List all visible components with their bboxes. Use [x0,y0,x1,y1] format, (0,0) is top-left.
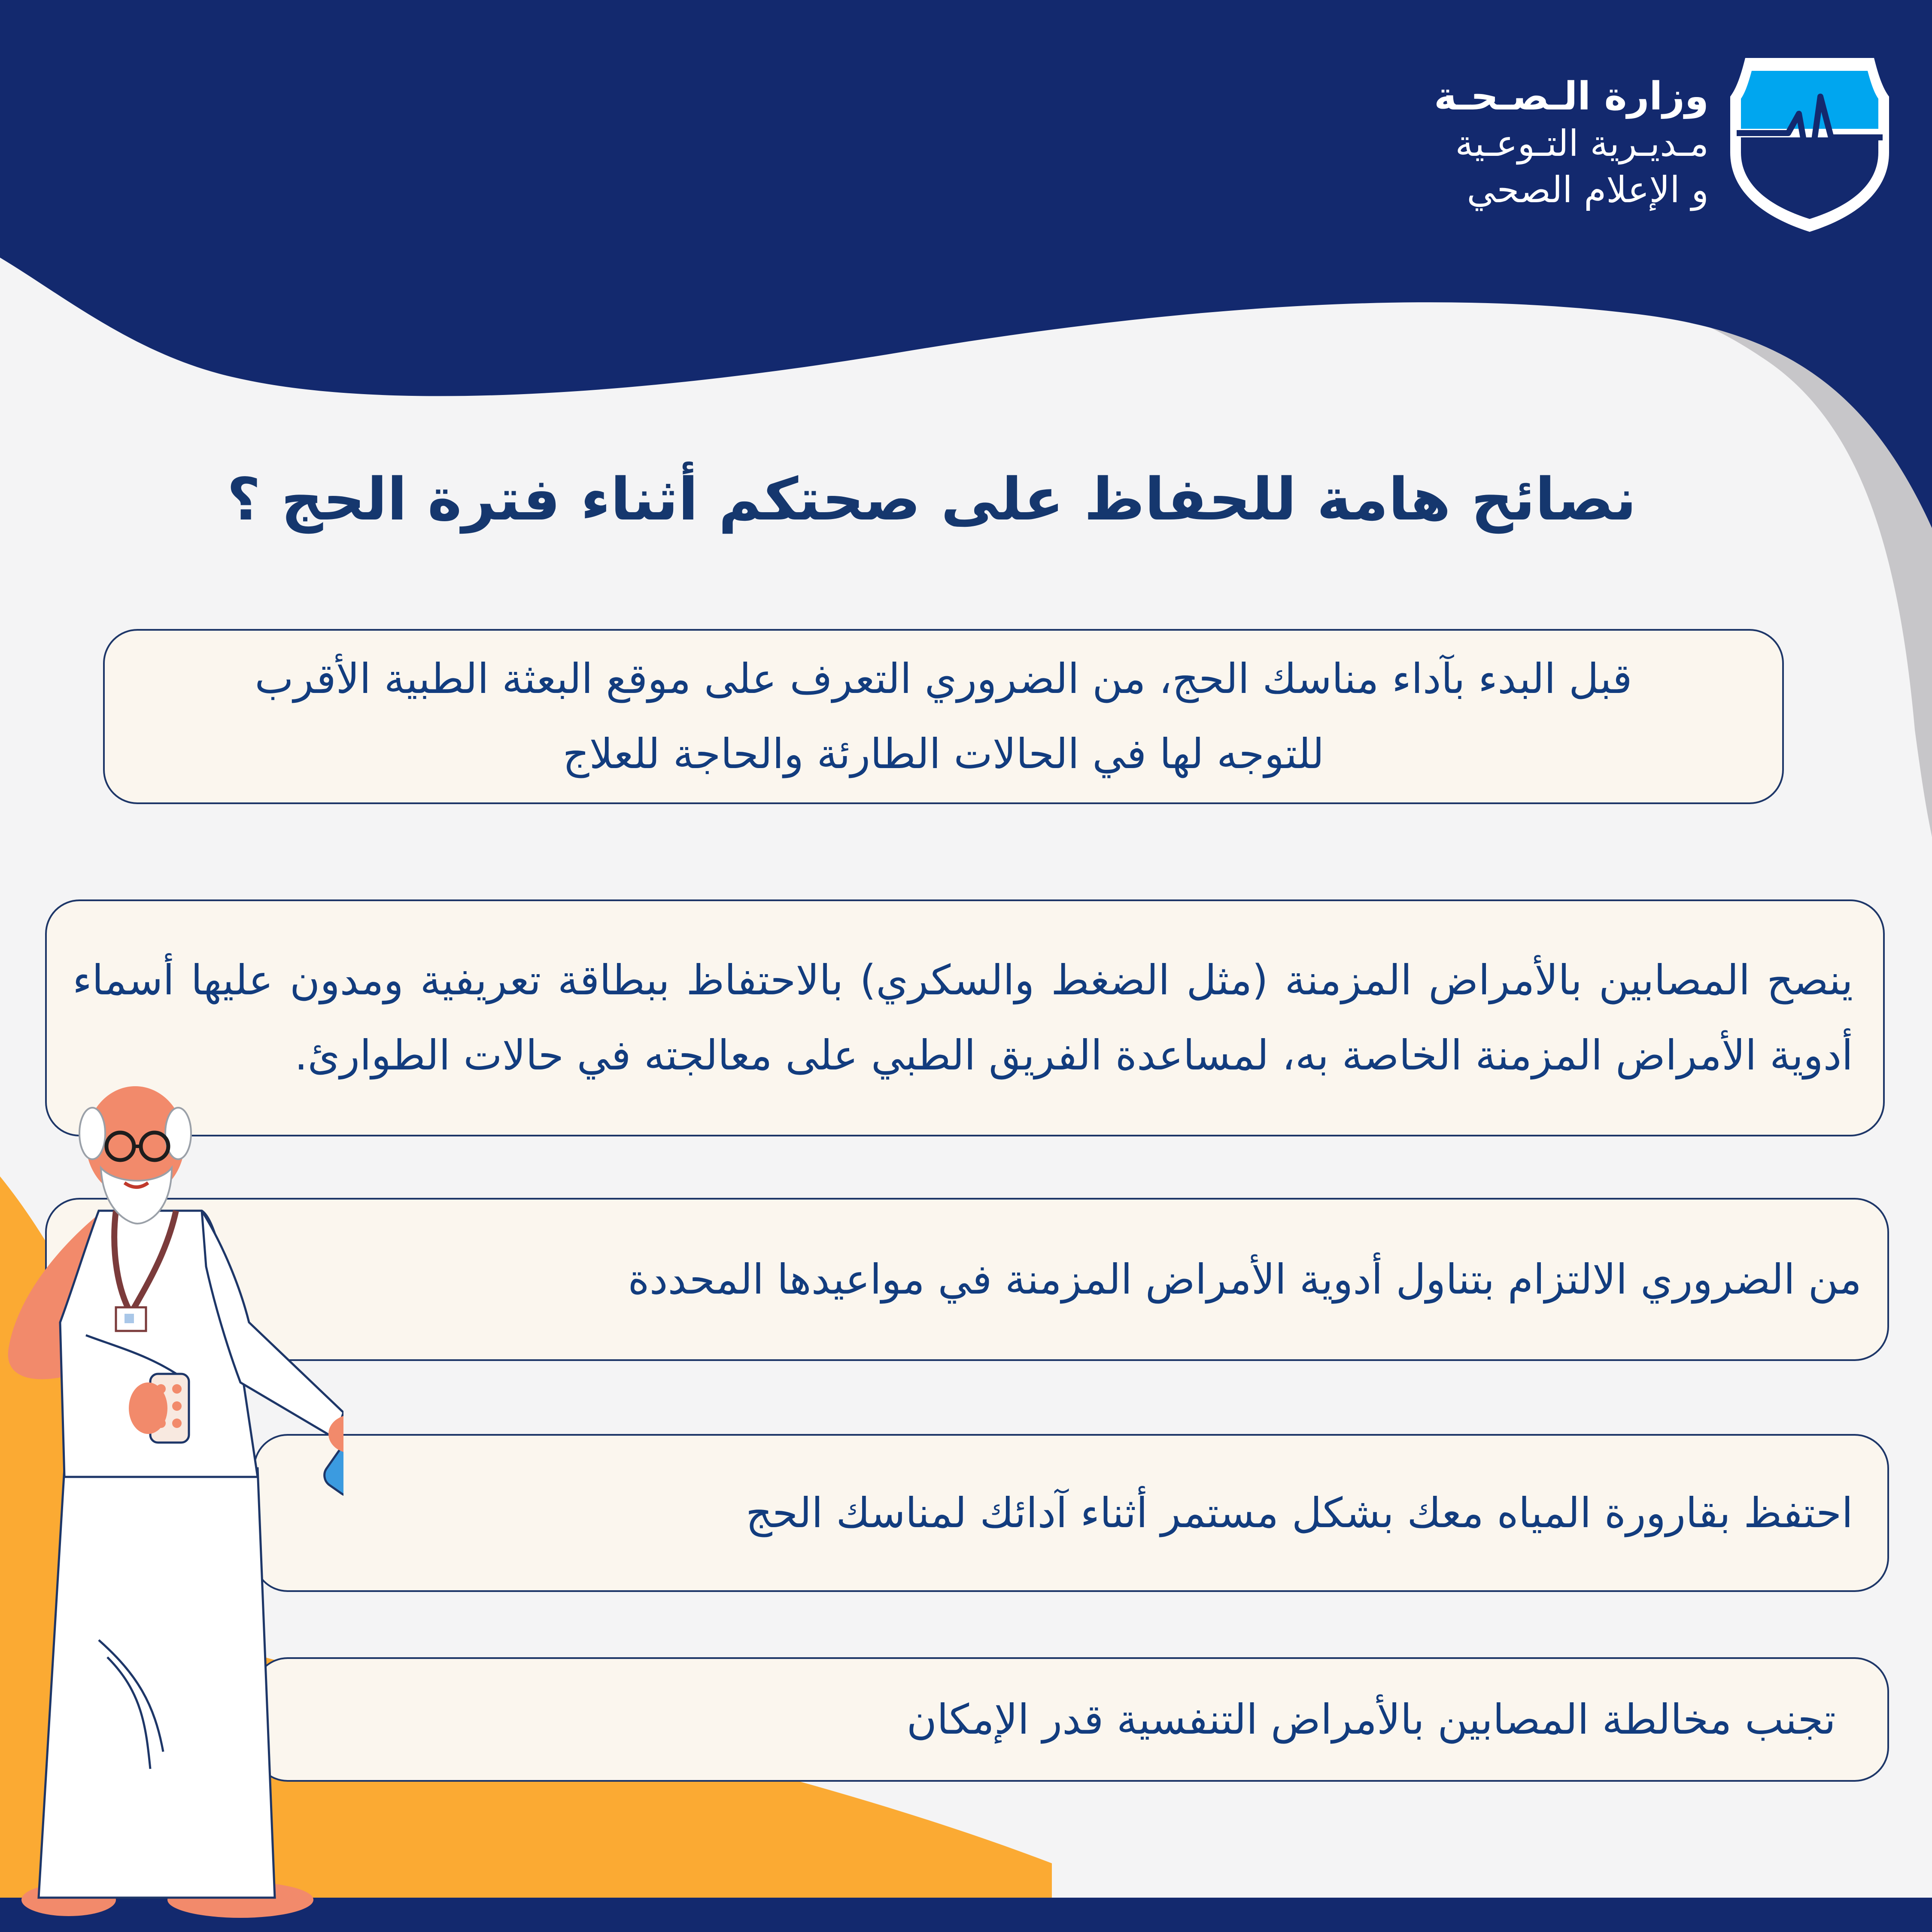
ministry-name: وزارة الـصـحـة [1434,74,1709,119]
tip-text-5: تجنب مخالطة المصابين بالأمراض التنفسية قدر الإمكان [906,1695,1836,1744]
shield-heartbeat-icon [1728,49,1891,234]
tip-text-2: ينصح المصابين بالأمراض المزمنة (مثل الضغط والسكري) بالاحتفاظ ببطاقة تعريفية ومدون عليها أسماء أدوية الأمراض المزمنة الخاصة به، لمساعدة الفريق الطبي على معالجته في حالات الطوارئ. [73,956,1853,1079]
tip-card-4 [253,1434,1889,1592]
tip-text-4: احتفظ بقارورة المياه معك بشكل مستمر أثناء آدائك لمناسك الحج [745,1488,1853,1537]
directorate-line-1: مـديـرية التـوعـية [1455,122,1709,164]
tip-card-1 [103,629,1784,804]
ministry-logo-text [1279,73,1709,213]
elderly-pilgrim-illustration [0,1082,343,1932]
tip-text-3: من الضروري الالتزام بتناول أدوية الأمراض المزمنة في مواعيدها المحددة [628,1255,1862,1303]
tip-card-5 [253,1657,1889,1782]
directorate-line-2: و الإعلام الصحي [1467,169,1709,211]
page-title: نصائح هامة للحفاظ على صحتكم أثناء فترة الحج ؟ [227,466,1637,534]
tip-text-1: قبل البدء بآداء مناسك الحج، من الضروري التعرف على موقع البعثة الطبية الأقرب للتوجه لها في الحالات الطارئة والحاجة للعلاج [255,655,1632,778]
